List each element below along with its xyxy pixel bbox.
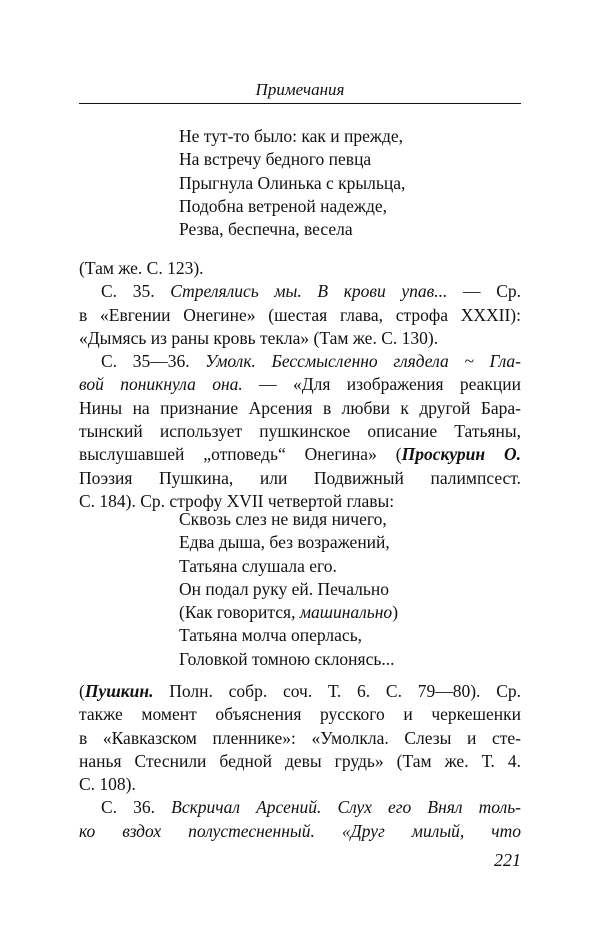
author-name: Проскурин О. [401, 444, 521, 465]
note-line [79, 820, 521, 843]
note-line: «Дымясь из раны кровь текла» (Там же. С. 130). [79, 327, 439, 348]
note-line: С. 184). Ср. строфу XVII четвертой главы: [79, 490, 395, 511]
verse-line: Не тут-то было: как и прежде, [179, 126, 403, 146]
verse-line: Головкой томною склонясь... [179, 648, 395, 669]
quoted-verse: вой поникнула она. [79, 374, 243, 395]
note-line: С. 108). [79, 774, 136, 795]
running-header: Примечания [255, 80, 345, 99]
note-line: С. 35—36. Умолк. Бессмысленно глядела ~ Гла- [101, 351, 521, 372]
prose-block-2 [79, 680, 521, 843]
verse-line: Он подал руку ей. Печально [179, 578, 389, 599]
note-line: выслушавшей „отповедь“ Онегина» (Проскурин О. [79, 444, 521, 465]
note-line: в «Евгении Онегине» (шестая глава, строфа XXXII): [79, 304, 521, 325]
verse-line: Резва, беспечна, весела [179, 219, 353, 240]
prose-block-1 [79, 257, 521, 513]
note-line: вой поникнула она. — «Для изображения реакции [79, 374, 521, 395]
verse-line: Едва дыша, без возражений, [179, 532, 390, 553]
author-name: Пушкин. [84, 681, 154, 701]
note-line: (Пушкин. Полн. собр. соч. Т. 6. С. 79—80). Ср. [79, 681, 521, 701]
verse-line: Татьяна молча оперлась, [179, 625, 363, 646]
note-line: Поэзия Пушкина, или Подвижный палимпсест. [79, 467, 521, 488]
quoted-verse: Умолк. Бессмысленно глядела ~ Гла- [205, 351, 521, 372]
citation-line: (Там же. С. 123). [79, 258, 204, 278]
header-rule [79, 103, 521, 104]
quoted-verse: Вскричал Арсений. Слух его Внял толь- [171, 797, 521, 818]
verse-line: Сквозь слез не видя ничего, [179, 509, 387, 529]
quoted-verse: ко вздох полустесненный. «Друг милый, что [79, 820, 521, 841]
verse-line: На встречу бедного певца [179, 149, 372, 170]
note-line: С. 36. Вскричал Арсений. Слух его Внял толь- [101, 797, 521, 818]
verse-block-1 [179, 125, 405, 241]
page-number: 221 [494, 850, 521, 870]
note-line: также момент объяснения русского и черкешенки [79, 704, 521, 725]
verse-block-2 [179, 508, 398, 671]
verse-line: Татьяна слушала его. [179, 555, 337, 576]
note-line: нанья Стеснили бедной девы грудь» (Там же. Т. 4. [79, 750, 521, 771]
verse-line: Прыгнула Олинька с крыльца, [179, 172, 406, 193]
note-line: Нины на признание Арсения в любви к другой Бара- [79, 397, 521, 418]
verse-line: (Как говорится, машинально) [179, 602, 399, 623]
verse-line: Подобна ветреной надежде, [179, 195, 388, 216]
note-line: С. 35. Стрелялись мы. В крови упав... — Ср. [101, 281, 521, 302]
note-line: тынский использует пушкинское описание Татьяны, [79, 421, 521, 442]
note-line: в «Кавказском пленнике»: «Умолкла. Слезы и сте- [79, 727, 521, 748]
quoted-verse: Стрелялись мы. В крови упав... [170, 281, 448, 302]
